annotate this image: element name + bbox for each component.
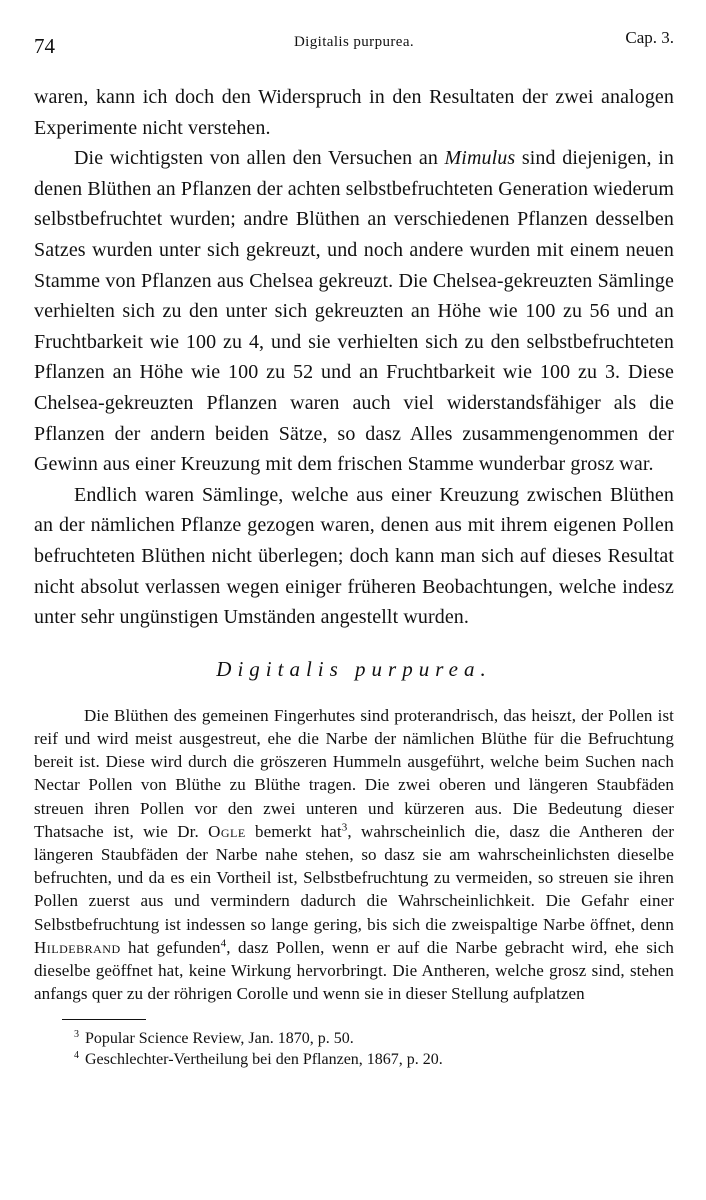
section-heading: Digitalis purpurea. [216, 656, 492, 681]
genus-name: Mimulus [444, 147, 516, 170]
footnote-text: Popular Science Review, Jan. 1870, p. 50. [85, 1030, 354, 1048]
footnote-reference[interactable]: 4 [220, 937, 227, 950]
running-head [34, 26, 674, 60]
footnotes [34, 1028, 674, 1070]
footnote-divider [62, 1019, 146, 1020]
book-page [34, 26, 674, 1070]
paragraph-mimulus [34, 143, 674, 480]
paragraph-digitalis [34, 704, 674, 1006]
paragraph-continued: waren, kann ich doch den Widerspruch in den Resultaten der zwei analogen Experimente nicht verstehen. [34, 86, 674, 139]
footnote-reference[interactable]: 3 [341, 821, 348, 834]
footnote-marker: 3 [74, 1029, 79, 1040]
paragraph-conclusion: Endlich waren Sämlinge, welche aus einer Kreuzung zwischen Blüthen an der nämlichen Pflanze gezogen waren, denen aus mit ihrem eigenen Pollen befruchteten Blüthen nicht überlegen; doch kann man sich auf dieses Resultat nicht absolut verlassen wegen einiger früheren Beobachtungen, welche indesz unter sehr ungünstigen Umständen angestellt wurden. [34, 483, 674, 629]
paragraph-text: , wahrscheinlich die, dasz die Antheren der längeren Staubfäden der Narbe nahe stehen, so dasz sie am wahrscheinlichsten dieselbe befruchten, und da es ein Vortheil ist, Selbstbefruchtung zu vermeiden, so streuen sie ihren Pollen zuerst aus und vermindern dadurch die Wahrscheinlichkeit. Die Gefahr einer Selbstbefruchtung ist indessen so lange gering, bis sich die zweispaltige Narbe öffnet, denn [34, 821, 675, 934]
footnote-marker: 4 [74, 1050, 79, 1061]
page-number: 74 [34, 34, 55, 58]
paragraph-text: bemerkt hat [245, 821, 342, 841]
section-text [34, 704, 674, 1006]
chapter-mark: Cap. 3. [625, 28, 674, 47]
footnote [34, 1028, 674, 1049]
paragraph-text: , dasz Pollen, wenn er auf die Narbe gebracht wird, ehe sich dieselbe geöffnet hat, keine Wirkung hervorbringt. Die Antheren, welche grosz sind, stehen anfangs quer zu der röhrigen Corolle und wenn sie in dieser Stellung aufplatzen [34, 937, 674, 1004]
paragraph-text: Die Blüthen des gemeinen Fingerhutes sind proterandrisch, das heiszt, der Pollen ist reif und wird meist ausgestreut, ehe die Narbe der nämlichen Blüthe für die Befruchtung bereit ist. Diese wird durch die gröszeren Hummeln ausgeführt, welche beim Suchen nach Nectar Pollen von Blüthe zu Blüthe tragen. Die zwei oberen und längeren Staubfäden streuen ihren Pollen vor den zwei unteren und kürzeren aus. Die Bedeutung dieser Thatsache ist, wie Dr. [34, 705, 674, 841]
paragraph-text: hat gefunden [120, 937, 221, 957]
main-text [34, 82, 674, 633]
author-name: Hildebrand [34, 937, 121, 957]
footnote [34, 1049, 674, 1070]
paragraph-text: Die wichtigsten von allen den Versuchen an [74, 147, 445, 170]
running-title: Digitalis purpurea. [293, 34, 415, 50]
author-name: Ogle [208, 821, 246, 841]
paragraph-text: sind diejenigen, in denen Blüthen an Pflanzen der achten selbstbefruchteten Generation wiederum selbstbefruchtet wurden; andre Blüthen an verschiedenen Pflanzen desselben Satzes wurden unter sich gekreuzt, und noch andere wurden mit einem neuen Stamme von Pflanzen aus Chelsea gekreuzt. Die Chelsea-gekreuzten Sämlinge verhielten sich zu den unter sich gekreuzten an Höhe wie 100 zu 56 und an Fruchtbarkeit wie 100 zu 4, und sie verhielten sich zu den selbstbefruchteten Pflanzen an Höhe wie 100 zu 52 und an Fruchtbarkeit wie 100 zu 3. Diese Chelsea-gekreuzten Pflanzen waren auch viel widerstandsfähiger als die Pflanzen der andern beiden Sätze, so dasz Alles zusammengenommen der Gewinn aus einer Kreuzung mit dem frischen Stamme wunderbar grosz war. [34, 147, 674, 476]
footnote-text: Geschlechter-Vertheilung bei den Pflanzen, 1867, p. 20. [85, 1051, 443, 1069]
